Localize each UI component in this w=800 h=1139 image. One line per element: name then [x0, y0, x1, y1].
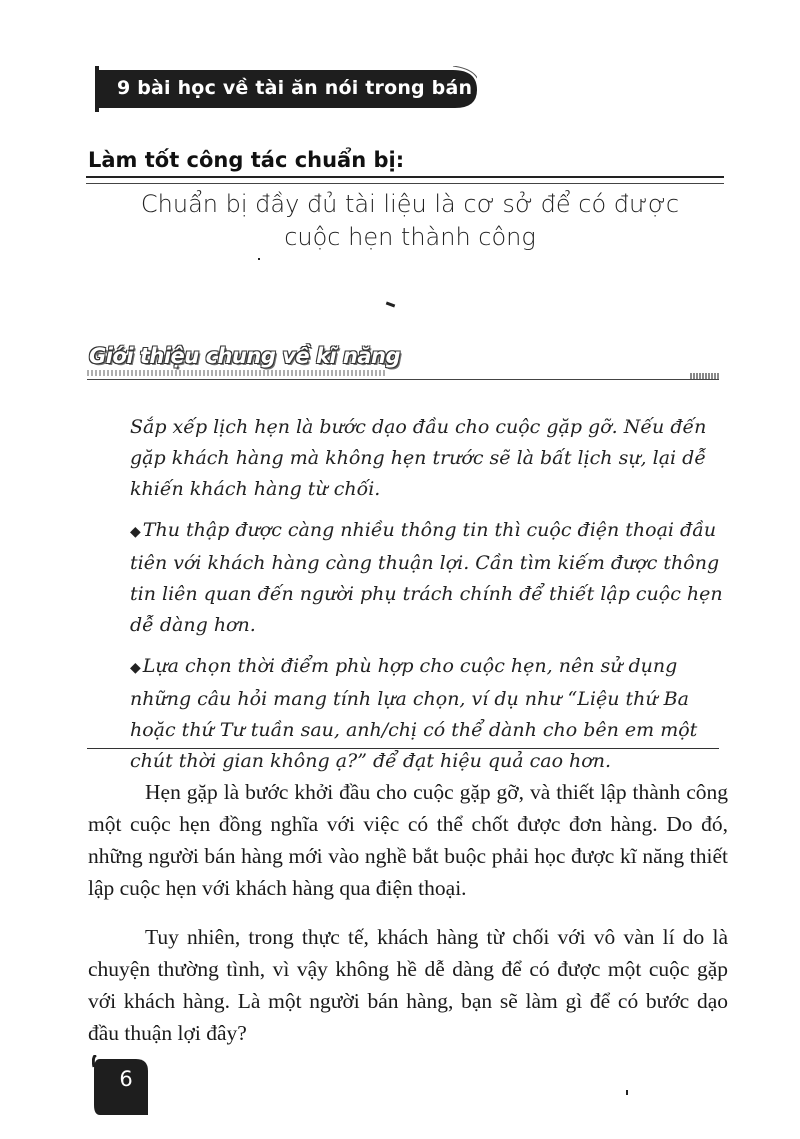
- diamond-bullet-icon: ◆: [130, 524, 141, 540]
- page-number-tab: [92, 1055, 156, 1119]
- print-speck: [626, 1090, 628, 1095]
- section-heading: Làm tốt công tác chuẩn bị:: [88, 148, 405, 172]
- print-speck: [386, 302, 395, 308]
- intro-bullet-item: [130, 515, 728, 641]
- body-paragraph: Hẹn gặp là bước khởi đầu cho cuộc gặp gỡ, và thiết lập thành công một cuộc hẹn đồng nghĩa với việc có thể chốt được đơn hàng. Do đó, những người bán hàng mới vào nghề bắt buộc phải học được kĩ năng thiết lập cuộc hẹn với khách hàng qua điện thoại.: [88, 780, 728, 900]
- subtitle-line-1: Chuẩn bị đầy đủ tài liệu là cơ sở để có được: [140, 190, 680, 218]
- intro-bullet-text: Lựa chọn thời điểm phù hợp cho cuộc hẹn, nên sử dụng những câu hỏi mang tính lựa chọn, ví dụ như “Liệu thứ Ba hoặc thứ Tư tuần sau, anh/chị có thể dành cho bên em một chút thời gian không ạ?” để đạt hiệu quả cao hơn.: [130, 655, 698, 772]
- section-divider: [86, 176, 724, 184]
- intro-bullet-item: [130, 651, 728, 777]
- diamond-bullet-icon: ◆: [130, 660, 141, 676]
- intro-divider-accent: [690, 373, 720, 379]
- body-paragraph: Tuy nhiên, trong thực tế, khách hàng từ chối với vô vàn lí do là chuyện thường tình, vì vậy không hề dễ dàng để có được một cuộc gặp với khách hàng. Là một người bán hàng, bạn sẽ làm gì để có bước dạo đầu thuận lợi đây?: [88, 925, 728, 1045]
- intro-box: [130, 412, 728, 787]
- intro-bullet-text: Thu thập được càng nhiều thông tin thì cuộc điện thoại đầu tiên với khách hàng càng thuận lợi. Cần tìm kiếm được thông tin liên quan đến người phụ trách chính để thiết lập cuộc hẹn dễ dàng hơn.: [130, 519, 723, 636]
- intro-paragraph: Sắp xếp lịch hẹn là bước dạo đầu cho cuộc gặp gỡ. Nếu đến gặp khách hàng mà không hẹn trước sẽ là bất lịch sự, lại dễ khiến khách hàng từ chối.: [130, 416, 707, 500]
- subtitle-line-2: cuộc hẹn thành công: [284, 223, 536, 251]
- running-header: [93, 66, 534, 112]
- page-number: 6: [119, 1067, 133, 1091]
- body-text: [88, 776, 728, 1066]
- intro-box-bottom-rule: [87, 748, 719, 749]
- intro-divider: [87, 379, 719, 380]
- book-title: 9 bài học về tài ăn nói trong bán hàng: [117, 77, 534, 99]
- print-speck: [258, 258, 260, 260]
- intro-heading: Giới thiệu chung về kĩ năng: [89, 344, 401, 368]
- intro-heading-underline: [87, 370, 387, 376]
- section-subtitle: [90, 188, 730, 254]
